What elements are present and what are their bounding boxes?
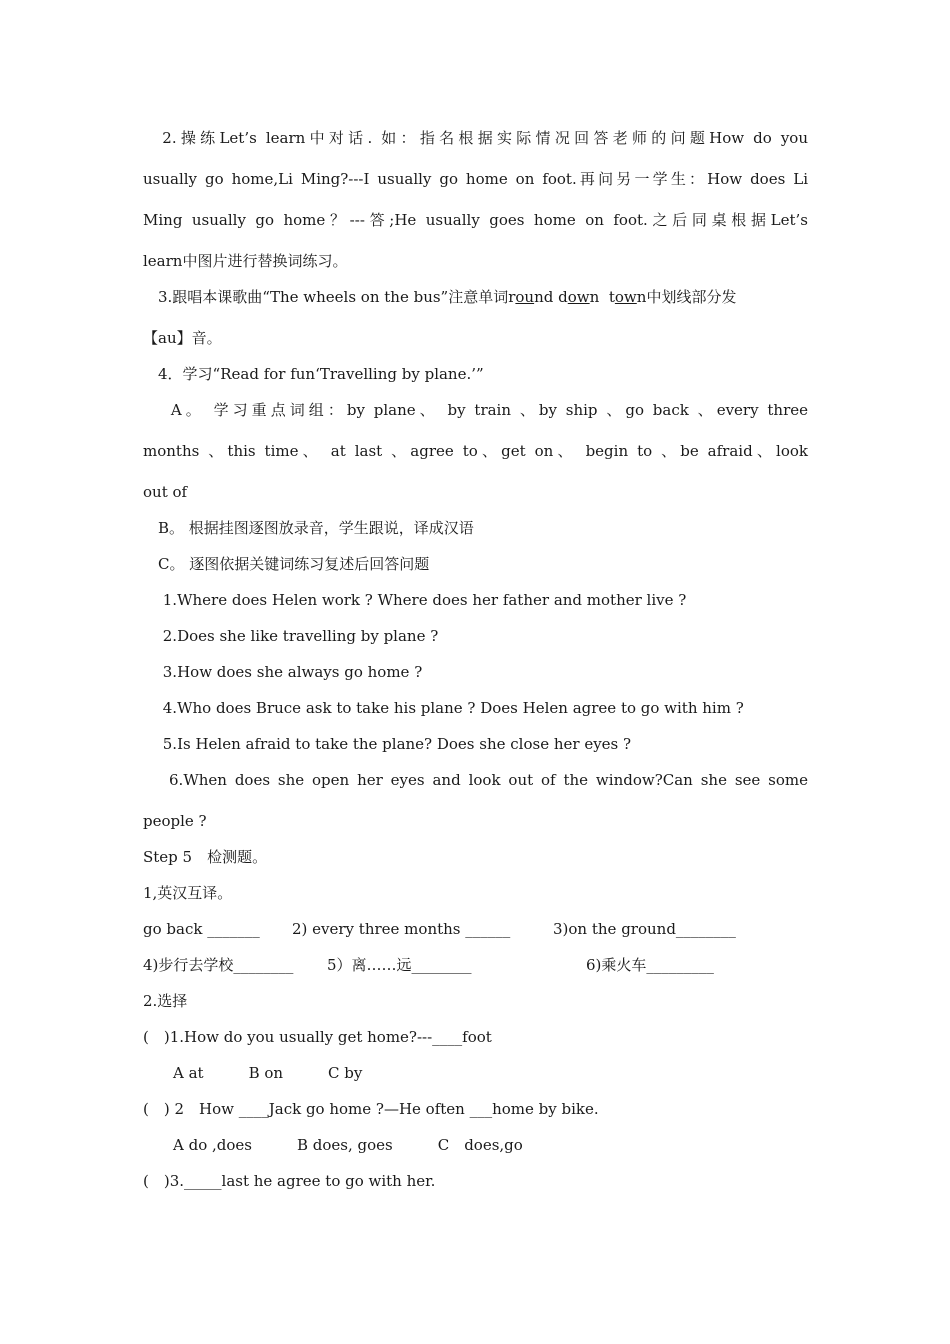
translate-item-2: 2) every three months ______	[292, 920, 511, 938]
word-down	[558, 288, 599, 306]
sec4-a-line-2: months 、this time、 at last 、agree to、get on、 begin to 、be afraid、look	[143, 442, 808, 460]
choice-1-options: A at B on C by	[143, 1064, 363, 1082]
sec4-title: 4．学习“Read for fun‘Travelling by plane.’”	[143, 365, 484, 383]
word-town	[609, 288, 647, 306]
word-round	[508, 288, 553, 306]
word-round-a: r	[508, 288, 516, 306]
sec4-c: C。 逐图依据关键词练习复述后回答问题	[143, 555, 430, 573]
question-6-line-2: people ?	[143, 812, 207, 830]
translate-item-6: 6)乘火车_________	[586, 956, 714, 974]
question-6-line-1: 6.When does she open her eyes and look out of the window?Can she see some	[143, 771, 808, 789]
word-round-b: nd	[534, 288, 554, 306]
choice-3-question: ( )3._____last he agree to go with her.	[143, 1172, 436, 1190]
question-4: 4.Who does Bruce ask to take his plane ? Does Helen agree to go with him ?	[143, 699, 744, 717]
choice-1-question: ( )1.How do you usually get home?---____foot	[143, 1028, 492, 1046]
word-town-underlined: ow	[614, 288, 637, 306]
translate-item-5: 5）离……远________	[327, 956, 472, 974]
word-down-b: n	[589, 288, 600, 306]
question-3: 3.How does she always go home ?	[143, 663, 423, 681]
sec4-a-line-3: out of	[143, 483, 188, 501]
question-1: 1.Where does Helen work ? Where does her father and mother live ?	[143, 591, 687, 609]
sec3-suffix: 中划线部分发	[646, 288, 737, 306]
word-town-a: t	[608, 288, 615, 306]
sec3-prefix: 3.跟唱本课歌曲“The wheels on the bus”注意单词	[143, 288, 509, 306]
word-down-underlined: ow	[567, 288, 590, 306]
sec2-line-2: usually go home,Li Ming?---I usually go home on foot.再问另一学生：How does Li	[143, 170, 808, 188]
choice-2-question: ( ) 2 How ____Jack go home ?—He often ___home by bike.	[143, 1100, 599, 1118]
sec3-line-1	[143, 287, 808, 307]
sec4-b: B。 根据挂图逐图放录音，学生跟说，译成汉语	[143, 519, 474, 537]
sec4-a-line-1: A。 学习重点词组：by plane、 by train 、by ship 、go back 、every three	[143, 401, 808, 419]
sec2-line-1: 2.操练Let’s learn中对话. 如：指名根据实际情况回答老师的问题How do you	[143, 129, 808, 147]
translate-item-4: 4)步行去学校________	[143, 956, 294, 974]
step5-title: Step 5 检测题。	[143, 848, 268, 866]
word-town-b: n	[636, 288, 647, 306]
choice-title: 2.选择	[143, 992, 188, 1010]
choice-2-options: A do ,does B does, goes C does,go	[143, 1136, 523, 1154]
translate-title: 1,英汉互译。	[143, 884, 233, 902]
question-2: 2.Does she like travelling by plane ?	[143, 627, 439, 645]
translate-item-3: 3)on the ground________	[553, 920, 736, 938]
question-5: 5.Is Helen afraid to take the plane? Does she close her eyes ?	[143, 735, 632, 753]
sec3-line-2: 【au】音。	[143, 329, 222, 347]
word-round-underlined: ou	[515, 288, 535, 306]
sec2-line-4: learn中图片进行替换词练习。	[143, 252, 348, 270]
word-down-a: d	[558, 288, 568, 306]
sec2-line-3: Ming usually go home？---答;He usually goes home on foot.之后同桌根据Let’s	[143, 211, 808, 229]
translate-item-1: go back _______	[143, 920, 260, 938]
